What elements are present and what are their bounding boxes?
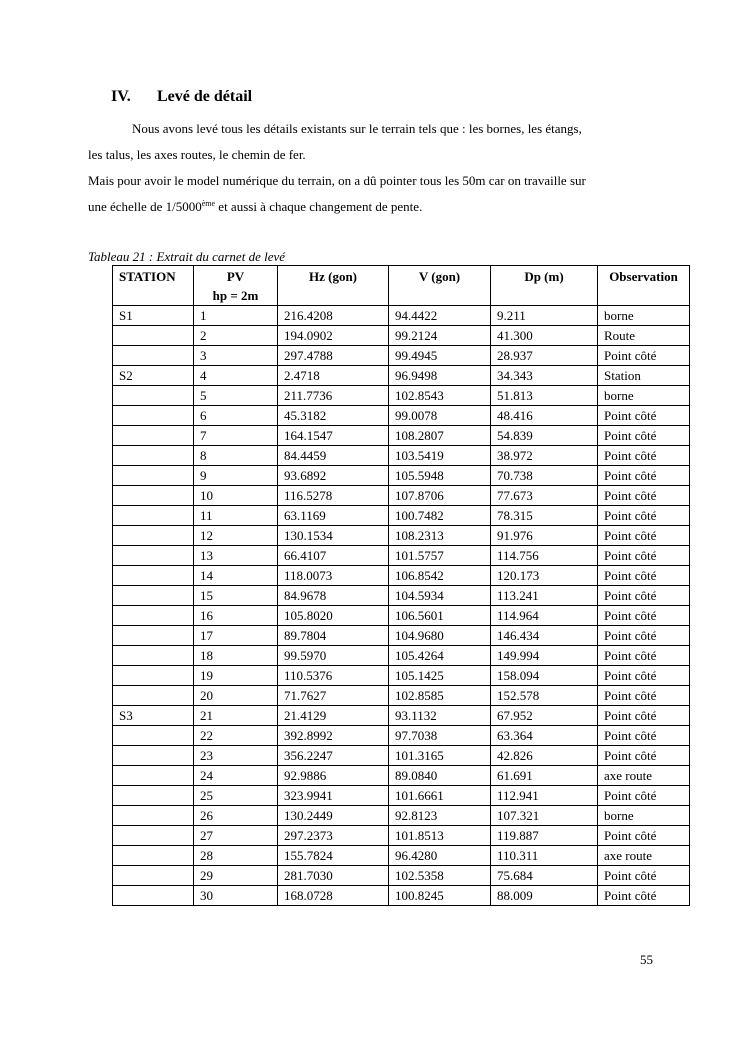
cell-v: 93.1132 bbox=[389, 706, 491, 726]
cell-station bbox=[113, 446, 194, 466]
cell-station bbox=[113, 766, 194, 786]
cell-station bbox=[113, 866, 194, 886]
cell-pv: 1 bbox=[194, 306, 278, 326]
table-row bbox=[113, 586, 690, 606]
cell-dp: 91.976 bbox=[491, 526, 598, 546]
cell-dp: 152.578 bbox=[491, 686, 598, 706]
cell-v: 97.7038 bbox=[389, 726, 491, 746]
cell-station bbox=[113, 786, 194, 806]
cell-dp: 61.691 bbox=[491, 766, 598, 786]
cell-observation: Point côté bbox=[598, 646, 690, 666]
cell-station: S2 bbox=[113, 366, 194, 386]
cell-dp: 146.434 bbox=[491, 626, 598, 646]
cell-observation: Point côté bbox=[598, 706, 690, 726]
cell-station bbox=[113, 586, 194, 606]
table-row bbox=[113, 726, 690, 746]
cell-v: 107.8706 bbox=[389, 486, 491, 506]
paragraph-2: les talus, les axes routes, le chemin de fer. bbox=[88, 147, 306, 162]
table-row bbox=[113, 526, 690, 546]
cell-dp: 42.826 bbox=[491, 746, 598, 766]
cell-pv: 8 bbox=[194, 446, 278, 466]
cell-dp: 63.364 bbox=[491, 726, 598, 746]
cell-observation: Point côté bbox=[598, 886, 690, 906]
survey-table bbox=[112, 265, 690, 906]
cell-station bbox=[113, 846, 194, 866]
cell-pv: 4 bbox=[194, 366, 278, 386]
cell-v: 99.4945 bbox=[389, 346, 491, 366]
cell-dp: 158.094 bbox=[491, 666, 598, 686]
cell-hz: 93.6892 bbox=[278, 466, 389, 486]
cell-pv: 10 bbox=[194, 486, 278, 506]
cell-pv: 17 bbox=[194, 626, 278, 646]
cell-hz: 92.9886 bbox=[278, 766, 389, 786]
cell-dp: 51.813 bbox=[491, 386, 598, 406]
header-v: V (gon) bbox=[389, 266, 491, 306]
cell-pv: 3 bbox=[194, 346, 278, 366]
cell-observation: Point côté bbox=[598, 466, 690, 486]
cell-station bbox=[113, 606, 194, 626]
cell-observation: axe route bbox=[598, 846, 690, 866]
table-row bbox=[113, 366, 690, 386]
table-row bbox=[113, 866, 690, 886]
cell-v: 101.5757 bbox=[389, 546, 491, 566]
cell-v: 102.8585 bbox=[389, 686, 491, 706]
cell-v: 99.2124 bbox=[389, 326, 491, 346]
table-caption: Tableau 21 : Extrait du carnet de levé bbox=[88, 249, 286, 264]
cell-observation: Station bbox=[598, 366, 690, 386]
cell-hz: 164.1547 bbox=[278, 426, 389, 446]
cell-pv: 14 bbox=[194, 566, 278, 586]
cell-observation: Point côté bbox=[598, 426, 690, 446]
cell-station bbox=[113, 806, 194, 826]
table-row bbox=[113, 786, 690, 806]
cell-v: 104.5934 bbox=[389, 586, 491, 606]
cell-v: 89.0840 bbox=[389, 766, 491, 786]
table-row bbox=[113, 746, 690, 766]
cell-pv: 26 bbox=[194, 806, 278, 826]
cell-pv: 2 bbox=[194, 326, 278, 346]
table-row bbox=[113, 506, 690, 526]
table-header-row bbox=[113, 266, 690, 306]
cell-observation: Point côté bbox=[598, 586, 690, 606]
cell-v: 105.4264 bbox=[389, 646, 491, 666]
cell-pv: 12 bbox=[194, 526, 278, 546]
cell-v: 106.8542 bbox=[389, 566, 491, 586]
cell-station bbox=[113, 886, 194, 906]
cell-station bbox=[113, 506, 194, 526]
cell-v: 105.1425 bbox=[389, 666, 491, 686]
cell-hz: 356.2247 bbox=[278, 746, 389, 766]
cell-dp: 9.211 bbox=[491, 306, 598, 326]
cell-hz: 130.2449 bbox=[278, 806, 389, 826]
table-row bbox=[113, 626, 690, 646]
cell-station bbox=[113, 626, 194, 646]
cell-observation: axe route bbox=[598, 766, 690, 786]
cell-pv: 13 bbox=[194, 546, 278, 566]
cell-dp: 149.994 bbox=[491, 646, 598, 666]
cell-pv: 15 bbox=[194, 586, 278, 606]
cell-observation: Point côté bbox=[598, 726, 690, 746]
cell-observation: Point côté bbox=[598, 566, 690, 586]
cell-hz: 63.1169 bbox=[278, 506, 389, 526]
cell-station bbox=[113, 566, 194, 586]
cell-hz: 168.0728 bbox=[278, 886, 389, 906]
cell-dp: 48.416 bbox=[491, 406, 598, 426]
cell-hz: 155.7824 bbox=[278, 846, 389, 866]
cell-dp: 120.173 bbox=[491, 566, 598, 586]
table-row bbox=[113, 766, 690, 786]
cell-dp: 107.321 bbox=[491, 806, 598, 826]
table-row bbox=[113, 826, 690, 846]
cell-pv: 9 bbox=[194, 466, 278, 486]
cell-hz: 105.8020 bbox=[278, 606, 389, 626]
table-row bbox=[113, 426, 690, 446]
cell-pv: 18 bbox=[194, 646, 278, 666]
cell-hz: 281.7030 bbox=[278, 866, 389, 886]
cell-hz: 45.3182 bbox=[278, 406, 389, 426]
cell-observation: borne bbox=[598, 306, 690, 326]
table-row bbox=[113, 346, 690, 366]
cell-station bbox=[113, 466, 194, 486]
cell-hz: 297.4788 bbox=[278, 346, 389, 366]
cell-pv: 24 bbox=[194, 766, 278, 786]
cell-observation: Point côté bbox=[598, 606, 690, 626]
cell-v: 94.4422 bbox=[389, 306, 491, 326]
cell-hz: 118.0073 bbox=[278, 566, 389, 586]
cell-pv: 6 bbox=[194, 406, 278, 426]
header-pv bbox=[194, 266, 278, 306]
table-row bbox=[113, 606, 690, 626]
cell-observation: Point côté bbox=[598, 626, 690, 646]
cell-pv: 20 bbox=[194, 686, 278, 706]
cell-observation: borne bbox=[598, 806, 690, 826]
paragraph-4 bbox=[88, 199, 668, 215]
cell-v: 100.7482 bbox=[389, 506, 491, 526]
cell-hz: 323.9941 bbox=[278, 786, 389, 806]
cell-pv: 16 bbox=[194, 606, 278, 626]
header-station: STATION bbox=[113, 266, 194, 306]
cell-station bbox=[113, 526, 194, 546]
cell-v: 101.8513 bbox=[389, 826, 491, 846]
page-number: 55 bbox=[640, 952, 653, 967]
header-dp: Dp (m) bbox=[491, 266, 598, 306]
table-row bbox=[113, 386, 690, 406]
cell-dp: 112.941 bbox=[491, 786, 598, 806]
table-row bbox=[113, 306, 690, 326]
cell-hz: 392.8992 bbox=[278, 726, 389, 746]
cell-station bbox=[113, 406, 194, 426]
cell-observation: Route bbox=[598, 326, 690, 346]
cell-pv: 21 bbox=[194, 706, 278, 726]
cell-observation: Point côté bbox=[598, 546, 690, 566]
cell-v: 96.9498 bbox=[389, 366, 491, 386]
cell-station bbox=[113, 546, 194, 566]
cell-observation: borne bbox=[598, 386, 690, 406]
cell-pv: 19 bbox=[194, 666, 278, 686]
cell-observation: Point côté bbox=[598, 346, 690, 366]
cell-station bbox=[113, 326, 194, 346]
cell-station bbox=[113, 386, 194, 406]
cell-observation: Point côté bbox=[598, 866, 690, 886]
cell-hz: 116.5278 bbox=[278, 486, 389, 506]
cell-hz: 66.4107 bbox=[278, 546, 389, 566]
cell-station: S1 bbox=[113, 306, 194, 326]
cell-v: 103.5419 bbox=[389, 446, 491, 466]
cell-hz: 130.1534 bbox=[278, 526, 389, 546]
cell-station bbox=[113, 826, 194, 846]
cell-dp: 113.241 bbox=[491, 586, 598, 606]
cell-v: 108.2313 bbox=[389, 526, 491, 546]
cell-v: 108.2807 bbox=[389, 426, 491, 446]
cell-hz: 21.4129 bbox=[278, 706, 389, 726]
cell-dp: 28.937 bbox=[491, 346, 598, 366]
cell-v: 104.9680 bbox=[389, 626, 491, 646]
header-observation: Observation bbox=[598, 266, 690, 306]
cell-hz: 84.4459 bbox=[278, 446, 389, 466]
cell-pv: 30 bbox=[194, 886, 278, 906]
table-row bbox=[113, 446, 690, 466]
cell-dp: 70.738 bbox=[491, 466, 598, 486]
table-row bbox=[113, 706, 690, 726]
cell-dp: 114.964 bbox=[491, 606, 598, 626]
cell-v: 96.4280 bbox=[389, 846, 491, 866]
cell-station bbox=[113, 646, 194, 666]
cell-pv: 28 bbox=[194, 846, 278, 866]
cell-dp: 34.343 bbox=[491, 366, 598, 386]
header-hz: Hz (gon) bbox=[278, 266, 389, 306]
section-number: IV. bbox=[111, 88, 131, 105]
cell-station bbox=[113, 346, 194, 366]
cell-dp: 67.952 bbox=[491, 706, 598, 726]
cell-station bbox=[113, 426, 194, 446]
cell-dp: 110.311 bbox=[491, 846, 598, 866]
cell-hz: 71.7627 bbox=[278, 686, 389, 706]
cell-dp: 78.315 bbox=[491, 506, 598, 526]
section-title: Levé de détail bbox=[157, 88, 253, 105]
table-row bbox=[113, 486, 690, 506]
cell-dp: 88.009 bbox=[491, 886, 598, 906]
cell-pv: 22 bbox=[194, 726, 278, 746]
cell-hz: 211.7736 bbox=[278, 386, 389, 406]
header-pv-sub: hp = 2m bbox=[212, 288, 259, 303]
cell-hz: 84.9678 bbox=[278, 586, 389, 606]
cell-pv: 23 bbox=[194, 746, 278, 766]
cell-v: 102.8543 bbox=[389, 386, 491, 406]
cell-observation: Point côté bbox=[598, 406, 690, 426]
cell-observation: Point côté bbox=[598, 746, 690, 766]
paragraph-1: Nous avons levé tous les détails existants sur le terrain tels que : les bornes, les étangs, bbox=[132, 121, 582, 136]
table-row bbox=[113, 666, 690, 686]
cell-station bbox=[113, 726, 194, 746]
cell-v: 106.5601 bbox=[389, 606, 491, 626]
cell-hz: 2.4718 bbox=[278, 366, 389, 386]
cell-observation: Point côté bbox=[598, 786, 690, 806]
table-row bbox=[113, 406, 690, 426]
cell-observation: Point côté bbox=[598, 826, 690, 846]
table-row bbox=[113, 566, 690, 586]
cell-station bbox=[113, 746, 194, 766]
cell-pv: 5 bbox=[194, 386, 278, 406]
table-body bbox=[113, 306, 690, 906]
cell-observation: Point côté bbox=[598, 526, 690, 546]
cell-station bbox=[113, 666, 194, 686]
table-row bbox=[113, 466, 690, 486]
cell-hz: 297.2373 bbox=[278, 826, 389, 846]
cell-pv: 25 bbox=[194, 786, 278, 806]
cell-hz: 194.0902 bbox=[278, 326, 389, 346]
cell-v: 99.0078 bbox=[389, 406, 491, 426]
cell-hz: 89.7804 bbox=[278, 626, 389, 646]
cell-observation: Point côté bbox=[598, 446, 690, 466]
cell-pv: 27 bbox=[194, 826, 278, 846]
cell-dp: 38.972 bbox=[491, 446, 598, 466]
cell-observation: Point côté bbox=[598, 486, 690, 506]
table-row bbox=[113, 806, 690, 826]
cell-dp: 77.673 bbox=[491, 486, 598, 506]
cell-dp: 114.756 bbox=[491, 546, 598, 566]
table-row bbox=[113, 546, 690, 566]
table-row bbox=[113, 326, 690, 346]
cell-dp: 54.839 bbox=[491, 426, 598, 446]
cell-hz: 216.4208 bbox=[278, 306, 389, 326]
table-row bbox=[113, 646, 690, 666]
cell-v: 105.5948 bbox=[389, 466, 491, 486]
cell-v: 92.8123 bbox=[389, 806, 491, 826]
cell-dp: 41.300 bbox=[491, 326, 598, 346]
cell-v: 101.3165 bbox=[389, 746, 491, 766]
section-heading bbox=[111, 88, 252, 106]
table-row bbox=[113, 686, 690, 706]
table-row bbox=[113, 886, 690, 906]
cell-pv: 11 bbox=[194, 506, 278, 526]
cell-v: 101.6661 bbox=[389, 786, 491, 806]
cell-station bbox=[113, 686, 194, 706]
cell-pv: 29 bbox=[194, 866, 278, 886]
cell-dp: 75.684 bbox=[491, 866, 598, 886]
cell-station bbox=[113, 486, 194, 506]
cell-v: 100.8245 bbox=[389, 886, 491, 906]
cell-hz: 110.5376 bbox=[278, 666, 389, 686]
table-row bbox=[113, 846, 690, 866]
cell-observation: Point côté bbox=[598, 666, 690, 686]
cell-observation: Point côté bbox=[598, 506, 690, 526]
cell-station: S3 bbox=[113, 706, 194, 726]
cell-v: 102.5358 bbox=[389, 866, 491, 886]
cell-dp: 119.887 bbox=[491, 826, 598, 846]
cell-observation: Point côté bbox=[598, 686, 690, 706]
paragraph-4-start: une échelle de 1/5000 bbox=[88, 199, 202, 214]
paragraph-4-superscript: ème bbox=[201, 199, 216, 208]
paragraph-4-end: et aussi à chaque changement de pente. bbox=[215, 199, 423, 214]
header-pv-label: PV bbox=[226, 269, 245, 284]
cell-hz: 99.5970 bbox=[278, 646, 389, 666]
paragraph-3: Mais pour avoir le model numérique du terrain, on a dû pointer tous les 50m car on travaille sur bbox=[88, 173, 586, 188]
cell-pv: 7 bbox=[194, 426, 278, 446]
